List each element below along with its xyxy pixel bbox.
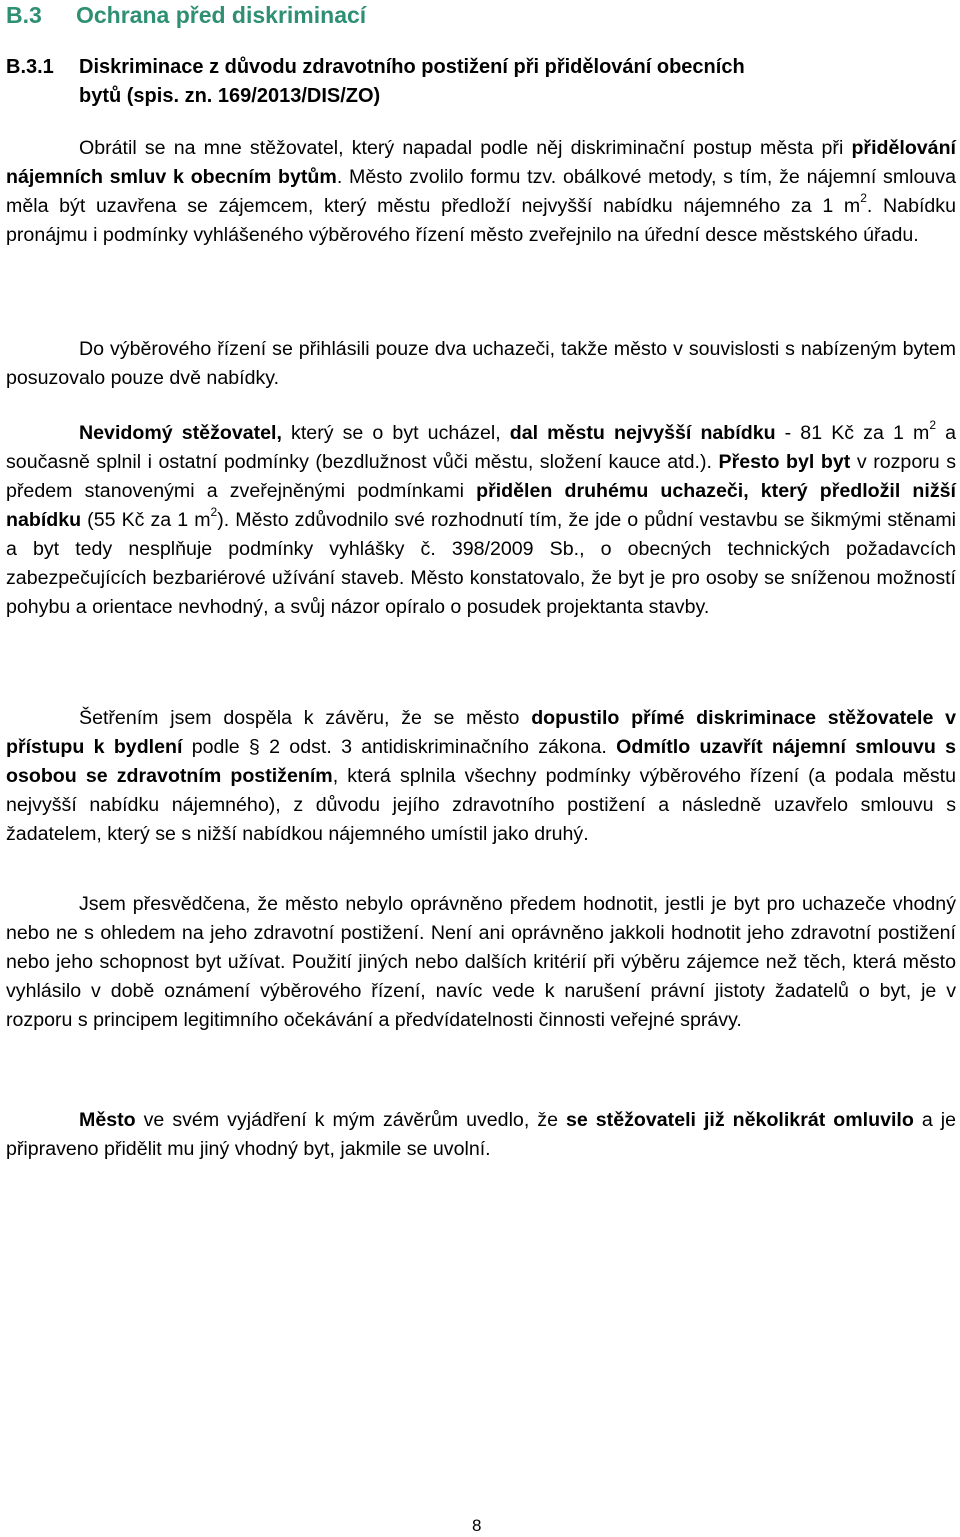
subsection-number: B.3.1 — [6, 56, 54, 78]
section-number: B.3 — [6, 2, 42, 28]
emphasis: Město — [79, 1109, 136, 1131]
subsection-title-line2: bytů (spis. zn. 169/2013/DIS/ZO) — [79, 85, 381, 107]
paragraph-1: Obrátil se na mne stěžovatel, který napadal podle něj diskriminační postup města při přidělování nájemních smluv k obecním bytům. Město zvolilo formu tzv. obálkové metody, s tím, že nájemní smlouva měla být uzavřena se zájemcem, který městu předloží nejvyšší nabídku nájemného za 1 $m^2$. Nabídku pronájmu i podmínky vyhlášeného výběrového řízení město zveřejnilo na úřední desce městského úřadu. — [6, 137, 956, 246]
emphasis: Přesto byl byt — [718, 451, 851, 473]
paragraph-2: Do výběrového řízení se přihlásili pouze dva uchazeči, takže město v souvislosti s nabízeným bytem posuzovalo pouze dvě nabídky. — [6, 338, 956, 389]
emphasis: přidělen druhému uchazeči, který předložil nižší nabídku — [6, 480, 956, 531]
page-number: 8 — [472, 1516, 482, 1535]
paragraph-3: Nevidomý stěžovatel, který se o byt ucházel, dal městu nejvyšší nabídku - 81 Kč za 1 $m^2$ a současně splnil i ostatní podmínky (bezdlužnost vůči městu, složení kauce atd.). Přesto byl byt v rozporu s předem stanovenými a zveřejněnými podmínkami přidělen druhému uchazeči, který předložil nižší nabídku (55 Kč za 1 $m^2$). Město zdůvodnilo své rozhodnutí tím, že jde o půdní vestavbu se šikmými stěnami a byt tedy nesplňuje podmínky vyhlášky č. 398/2009 Sb., o obecných technických požadavcích zabezpečujících bezbariérové užívání staveb. Město konstatovalo, že byt je pro osoby se sníženou možností pohybu a orientace nevhodný, a svůj názor opíralo o posudek projektanta stavby. — [6, 418, 957, 618]
paragraph-5: Jsem přesvědčena, že město nebylo oprávněno předem hodnotit, jestli je byt pro uchazeče vhodný nebo ne s ohledem na jeho zdravotní postižení. Není ani oprávněno jakkoli hodnotit jeho zdravotní postižení nebo jeho schopnost byt užívat. Použití jiných nebo dalších kritérií při výběru zájemce než těch, která město vyhlásilo v době oznámení výběrového řízení, navíc vede k narušení právní jistoty žadatelů o byt, je v rozporu s principem legitimního očekávání a předvídatelnosti činnosti veřejné správy. — [6, 893, 956, 1031]
emphasis: Odmítlo uzavřít nájemní smlouvu s osobou se zdravotním postižením — [6, 736, 956, 787]
emphasis: přidělování nájemních smluv k obecním bytům — [6, 137, 956, 188]
paragraph-4: Šetřením jsem dospěla k závěru, že se město dopustilo přímé diskriminace stěžovatele v přístupu k bydlení podle § 2 odst. 3 antidiskriminačního zákona. Odmítlo uzavřít nájemní smlouvu s osobou se zdravotním postižením, která splnila všechny podmínky výběrového řízení (a podala městu nejvyšší nabídku nájemného), z důvodu jejího zdravotního postižení a následně uzavřelo smlouvu s žadatelem, který se s nižší nabídkou nájemného umístil jako druhý. — [6, 707, 956, 845]
emphasis: se stěžovateli již několikrát omluvilo — [565, 1109, 914, 1131]
subsection-title-line1: Diskriminace z důvodu zdravotního postižení při přidělování obecních — [79, 56, 745, 78]
section-heading — [6, 0, 366, 30]
subsection-heading — [6, 53, 956, 111]
emphasis: dopustilo přímé diskriminace stěžovatele v přístupu k bydlení — [6, 707, 956, 758]
emphasis: dal městu nejvyšší nabídku — [509, 422, 776, 444]
emphasis: Nevidomý stěžovatel, — [79, 422, 282, 444]
section-title: Ochrana před diskriminací — [76, 2, 367, 28]
paragraph-6: Město ve svém vyjádření k mým závěrům uvedlo, že se stěžovateli již několikrát omluvilo a je připraveno přidělit mu jiný vhodný byt, jakmile se uvolní. — [6, 1109, 956, 1160]
